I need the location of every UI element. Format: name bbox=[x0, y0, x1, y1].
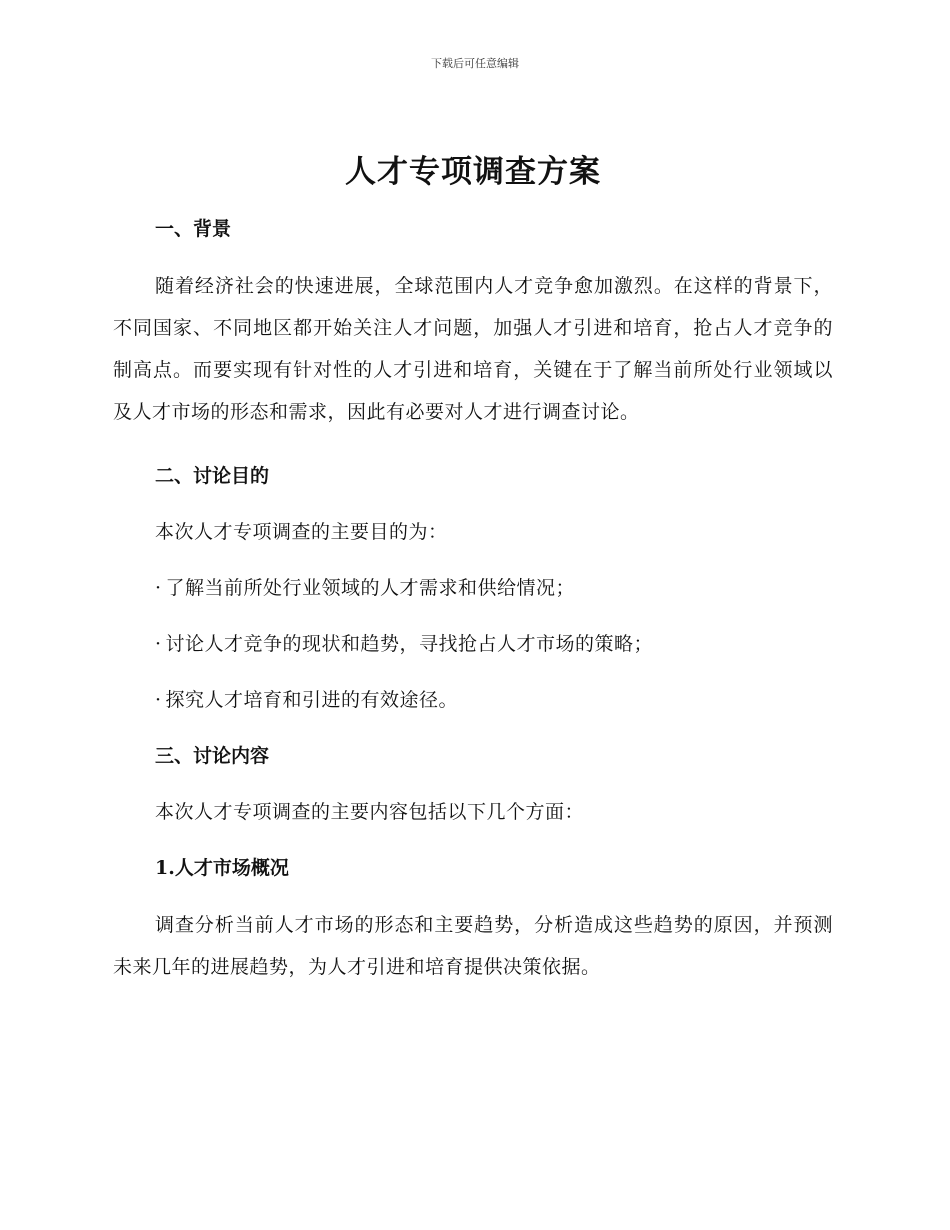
document-body bbox=[113, 150, 833, 988]
section-heading-content: 三、讨论内容 bbox=[155, 745, 270, 767]
content-intro: 本次人才专项调查的主要内容包括以下几个方面： bbox=[155, 801, 585, 823]
subsection-heading-talent-market: 1.人才市场概况 bbox=[155, 857, 289, 879]
document-title: 人才专项调查方案 bbox=[345, 154, 601, 190]
bullet-icon: · bbox=[155, 689, 162, 711]
list-item bbox=[113, 629, 833, 659]
talent-market-paragraph: 调查分析当前人才市场的形态和主要趋势，分析造成这些趋势的原因，并预测未来几年的进展趋势，为人才引进和培育提供决策依据。 bbox=[113, 914, 833, 978]
section-heading-purpose: 二、讨论目的 bbox=[155, 465, 270, 487]
purpose-bullet-1: 了解当前所处行业领域的人才需求和供给情况； bbox=[165, 577, 576, 599]
list-item bbox=[113, 685, 833, 715]
purpose-intro: 本次人才专项调查的主要目的为： bbox=[155, 521, 448, 543]
purpose-bullet-2: 讨论人才竞争的现状和趋势，寻找抢占人才市场的策略； bbox=[165, 633, 654, 655]
bullet-icon: · bbox=[155, 577, 162, 599]
purpose-bullet-3: 探究人才培育和引进的有效途径。 bbox=[165, 689, 459, 711]
bullet-icon: · bbox=[155, 633, 162, 655]
list-item bbox=[113, 573, 833, 603]
page-header-note: 下载后可任意编辑 bbox=[431, 57, 519, 70]
background-paragraph: 随着经济社会的快速进展，全球范围内人才竞争愈加激烈。在这样的背景下，不同国家、不同地区都开始关注人才问题，加强人才引进和培育，抢占人才竞争的制高点。而要实现有针对性的人才引进和培育，关键在于了解当前所处行业领域以及人才市场的形态和需求，因此有必要对人才进行调查讨论。 bbox=[113, 275, 833, 423]
section-heading-background: 一、背景 bbox=[155, 218, 232, 240]
